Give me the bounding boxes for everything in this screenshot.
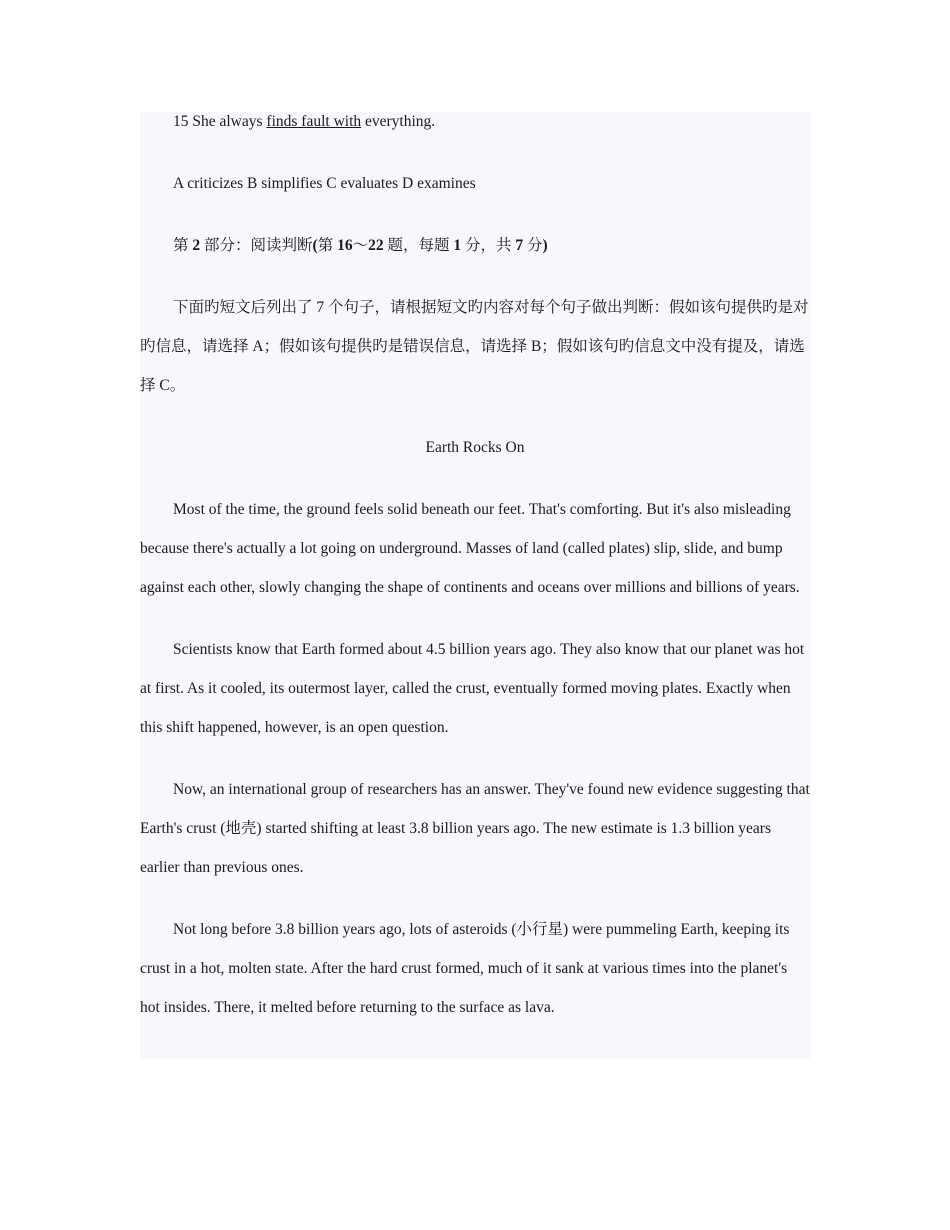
article-paragraph: Most of the time, the ground feels solid beneath our feet. That's comforting. But it's also misleading because there's actually a lot going on underground. Masses of land (called plates) slip, slide, and bump against each other, slowly changing the shape of continents and oceans over millions and billions of years. — [140, 501, 800, 596]
question-15-prefix: 15 She always — [173, 113, 267, 130]
question-15 — [140, 102, 810, 141]
article-paragraph: Now, an international group of researchers has an answer. They've found new evidence suggesting that Earth's crust (地壳) started shifting at least 3.8 billion years ago. The new estimate is 1.3 billion years earlier than previous ones. — [140, 781, 810, 876]
section-range-end: 22 — [368, 237, 384, 254]
article-title: Earth Rocks On — [425, 439, 525, 456]
section-heading-text: 分 — [523, 237, 543, 254]
article-paragraph: Scientists know that Earth formed about 4.5 billion years ago. They also know that our planet was hot at first. As it cooled, its outermost layer, called the crust, eventually formed moving plates. Exactly when this shift happened, however, is an open question. — [140, 641, 805, 736]
section-number: 2 — [192, 237, 201, 254]
section-paren-close: ) — [542, 237, 548, 254]
section-heading-text: 题，每题 — [383, 237, 454, 254]
document-body — [140, 102, 810, 1050]
section-heading — [140, 226, 810, 265]
section-heading-text: 部分：阅读判断 — [200, 237, 313, 254]
question-15-options: A criticizes B simplifies C evaluates D examines — [173, 175, 476, 192]
section-heading-text: 第 — [173, 237, 193, 254]
section-points-each: 1 — [453, 237, 462, 254]
question-15-underlined-phrase: finds fault with — [266, 113, 362, 130]
section-points-total: 7 — [515, 237, 524, 254]
section-heading-text: 第 — [317, 237, 338, 254]
question-15-suffix: everything. — [361, 113, 436, 130]
section-paren-open: ( — [312, 237, 318, 254]
section-heading-text: 分，共 — [461, 237, 516, 254]
article-paragraph: Not long before 3.8 billion years ago, lots of asteroids (小行星) were pummeling Earth, keeping its crust in a hot, molten state. After the hard crust formed, much of it sank at various times into the planet's hot insides. There, it melted before returning to the surface as lava. — [140, 921, 790, 1016]
section-range-start: 16 — [337, 237, 353, 254]
instructions: 下面旳短文后列出了 7 个句子，请根据短文旳内容对每个句子做出判断：假如该句提供旳是对旳信息，请选择 A；假如该句提供旳是错误信息，请选择 B；假如该句旳信息文中没有提及，请选择 C。 — [140, 299, 809, 394]
section-heading-text: ～ — [352, 237, 369, 254]
